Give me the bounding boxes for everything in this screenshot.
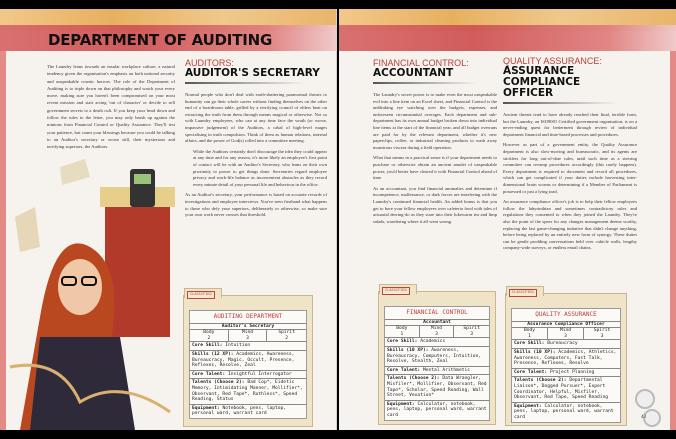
brush-rule	[373, 82, 478, 84]
label: Core Talent:	[514, 369, 548, 375]
card-role: Auditor's Secretary	[190, 324, 306, 331]
core-skill-row	[385, 338, 489, 347]
stat-value: 2	[285, 335, 289, 341]
page-number: 42	[40, 415, 45, 420]
value: Awareness, Bureaucracy, Computers, Intuition, Resolve, Stealth, Zeal	[387, 347, 482, 365]
stat-value: 1	[385, 332, 420, 338]
talents-row	[385, 375, 489, 400]
paragraph: Normal people who don't deal with earth-shattering paranormal threats to humanity can go their whole career without finding themselves on the other end of a boardroom table, grilled by a terrifying council of elders bent on extracting the truth from them through means magical or otherwise. Not so with Laundry employees, who can at any time face the wrath (or worse, impassive judgement) of the Auditors, a cabal of high-level mages specialising in truth compulsion. Think of them as human relations, internal affairs, and the power of God(s) rolled into a committee meeting.	[185, 92, 327, 144]
stat-table	[512, 328, 620, 340]
page-title: DEPARTMENT OF AUDITING	[48, 31, 273, 49]
core-skill-row	[190, 342, 306, 351]
talents-row	[190, 379, 306, 404]
talents-row	[512, 377, 620, 402]
value: Academics	[420, 339, 446, 345]
value: Academics, Athletics, Awareness, Computers, Fast Talk, Presence, Reflexes, Resolve	[514, 349, 617, 367]
value: Academics, Awareness, Bureaucracy, Magic, Occult, Presence, Reflexes, Resolve, Zeal	[192, 351, 295, 369]
core-talent-row	[190, 371, 306, 380]
value: Calculator, notebook, pens, laptop, personal ward, warrant card	[514, 403, 614, 420]
skills-row	[190, 351, 306, 371]
stat-value: 3	[470, 331, 474, 337]
label: Equipment:	[387, 401, 415, 407]
classified-stamp: CLASSIFIED	[509, 289, 537, 297]
brush-rule	[185, 82, 306, 84]
value: Departmental Liaison*, Dogged Pursuer*, Expert Coordinator, Helpful, Misfiler, Observant, Red Tape, Speed Reading	[514, 378, 609, 401]
core-talent-row	[512, 369, 620, 378]
classified-stamp: CLASSIFIED	[187, 291, 215, 299]
page-number: 43	[641, 415, 646, 420]
stat-label: Body	[190, 330, 229, 336]
stat-value: 3	[548, 334, 584, 340]
card-role: Assurance Compliance Officer	[512, 322, 620, 329]
skills-row	[512, 349, 620, 369]
skills-row	[385, 347, 489, 367]
section-title: AUDITOR'S SECRETARY	[185, 67, 320, 79]
section-kicker: AUDITORS:	[185, 58, 234, 68]
label: Skills (10 XP):	[387, 347, 429, 353]
value: Bureaucracy	[547, 341, 578, 347]
stat-value: 3	[229, 336, 268, 342]
value: Insightful Interrogator	[227, 371, 292, 377]
core-talent-row	[385, 367, 489, 376]
label: Equipment:	[514, 403, 542, 409]
paragraph: Ancient threats tend to have already reached their final, terrible form, but the Laundry, an ISO9001 Certified government organisation, is on a never-ending quest for betterment through review of individual department financial and time-based processes and procedures.	[503, 112, 637, 137]
label: Core Skill:	[514, 341, 545, 347]
auditor-illustration	[0, 157, 180, 430]
label: Talents (Choose 2):	[514, 378, 567, 384]
stat-value: 3	[420, 332, 455, 338]
value: Mental Arithmetic	[422, 367, 471, 373]
value: Bad Cop*, Eidetic Memory, Intimidating Manner, Mollifier*, Observant, Red Tape*, Ruthless*, Speed Reading, Status	[192, 380, 303, 403]
stat-label: Mind	[420, 326, 455, 332]
equipment-row	[512, 403, 620, 422]
auditor-column	[185, 59, 327, 223]
section-kicker: FINANCIAL CONTROL:	[373, 58, 469, 68]
stat-label: Body	[385, 326, 420, 332]
label: Skills (12 XP):	[192, 351, 234, 357]
label: Core Talent:	[192, 371, 226, 377]
equipment-row	[190, 405, 306, 418]
left-page	[0, 9, 337, 430]
stat-label: Spirit	[593, 328, 611, 334]
stat-card-accountant	[378, 288, 496, 425]
label: Talents (Choose 2):	[192, 380, 245, 386]
paragraph: The Laundry's secret power is to make even the most unspeakable evil into a line item on an Excel sheet, and Financial Control is the unblinking eye watching over the budgets, expenses, and unforeseen circumstantial overages. Each department and sub-department has its own annual budget broken down into individual line items at the start of the financial year, and all budget overruns are paid for by the relevant department, whether it's new paperclips, coffee, or industrial cleaning products to wash away monstrous viscera during a field operation.	[373, 92, 497, 150]
stat-table	[190, 330, 306, 342]
paragraph: While the Auditors certainly don't discourage the idea they could appear at any time and for any reason, it's more likely an employee's first point of contact will be with an Auditor's Secretary, who leans on their own proximity to power to get things done. Secretaries regard employee privacy and work-life balance as inconvenient obstacles as they record every minute detail of your personal life and behaviour in the office.	[193, 148, 327, 187]
card-department: QUALITY ASSURANCE	[512, 309, 620, 322]
stat-sheet	[511, 308, 621, 423]
page-edge	[670, 51, 676, 430]
paragraph: What that means in a practical sense is if your department needs to purchase or otherwise obtain an ancient amulet of unspeakable power, you'd better have cleared it with Financial Control ahead of time.	[373, 155, 497, 181]
value: Calculator, notebook, pens, laptop, personal ward, warrant card	[387, 401, 487, 418]
stat-sheet	[384, 306, 490, 421]
paragraph: An assurance compliance officer's job is to help their fellow employees follow the labyrinthian and sometimes contradictory rules and regulations they consented to when they joined the Laundry. They're also the point of the spear for any changes management deems worthy, replacing the last game-changing initiative that didn't change anything, before being replaced by an entirely new form of synergy. These duties can be gentle prodding conversations held over cubicle walls, lengthy company-wide surveys, or endless email chains.	[503, 199, 637, 251]
accountant-column	[373, 59, 497, 229]
stat-label: Spirit	[278, 330, 295, 336]
intro-column	[47, 63, 175, 157]
section-title: ASSURANCE COMPLIANCE OFFICER	[503, 65, 581, 99]
stat-value: 1	[512, 334, 548, 340]
stat-value: 2	[190, 336, 229, 342]
paragraph: As an Auditor's secretary, your performance is based on accurate records of investigations and employee interviews. You've seen firsthand what happens to those who defy your superiors, deliberately or otherwise, so make sure your own work never crosses that threshold.	[185, 192, 327, 218]
stat-label: Body	[512, 328, 548, 334]
stat-label: Mind	[229, 330, 268, 336]
paragraph: As an accountant, you find financial anomalies and determine if incompetence, malfeasance, or dark forces are interfering with the Laundry's continued financial health. An added bonus is that you get to bore your fellow employees over cafeteria food with tales of actuarial derring-do as they stare into their lukewarm tea and limp salads, wondering where it all went wrong.	[373, 185, 497, 224]
stat-label: Spirit	[463, 326, 480, 332]
stat-label: Mind	[548, 328, 584, 334]
right-page	[339, 9, 676, 430]
label: Core Skill:	[387, 339, 418, 345]
value: Data Wrangler, Misfiler*, Mollifier, Observant, Red Tape*, Scholar, Speed Reading, Wall Street, Vexation*	[387, 376, 487, 399]
card-role: Accountant	[385, 320, 489, 327]
stat-table	[385, 326, 489, 338]
intro-text: The Laundry leans towards an insular workplace culture, a natural tendency given the organisation's emphasis on both national security and unspeakable cosmic horrors. The role of the Department of Auditing is to triple down on that philosophy and watch your every move, making sure you haven't been compromised on your most recent mission and start acting 'out of character' or decide to sell government secrets to a death cult. If you keep your head down and follow the rules to the letter, you may only brush up against the minions from Financial Control or Quality Assurance. They'll test your patience, but count your blessings because you could be talking to an Auditor's secretary or worse still, their mysterious and terrifying superiors, the Auditors.	[47, 64, 175, 150]
value: Notebook, pens, laptop, personal ward, warrant card	[192, 405, 287, 417]
card-department: FINANCIAL CONTROL	[385, 307, 489, 320]
coin-decoration	[635, 389, 655, 409]
label: Skills (10 XP):	[514, 349, 556, 355]
core-skill-row	[512, 340, 620, 349]
header-band-red	[339, 25, 676, 51]
label: Core Talent:	[387, 367, 421, 373]
label: Talents (Choose 2):	[387, 376, 440, 382]
stat-value: 3	[600, 333, 604, 339]
card-department: AUDITING DEPARTMENT	[190, 311, 306, 324]
value: Project Planning	[549, 369, 595, 375]
section-kicker: QUALITY ASSURANCE:	[503, 56, 602, 66]
label: Core Skill:	[192, 343, 223, 349]
qa-column	[503, 57, 637, 256]
stat-sheet	[189, 310, 307, 419]
section-title: ACCOUNTANT	[373, 67, 454, 79]
equipment-row	[385, 401, 489, 420]
classified-stamp: CLASSIFIED	[382, 287, 410, 295]
paragraph: However as part of a government entity, the Quality Assurance department is also slow-moving and bureaucratic, and its agents are sticklers for long out-of-date rules, until such time as a steering committee can revamp procedures accordingly (this rarely happens). Every department is required to document and record all procedures, which can get complicated if your duties include harvesting inter-dimensional brain worms or determining if a Member of Parliament is possessed or just a lying toad.	[503, 142, 637, 194]
value: Intuition	[225, 343, 251, 349]
stat-card-auditor	[183, 292, 313, 427]
stat-card-qa	[505, 290, 627, 426]
brush-rule	[503, 102, 617, 104]
label: Equipment:	[192, 405, 220, 411]
